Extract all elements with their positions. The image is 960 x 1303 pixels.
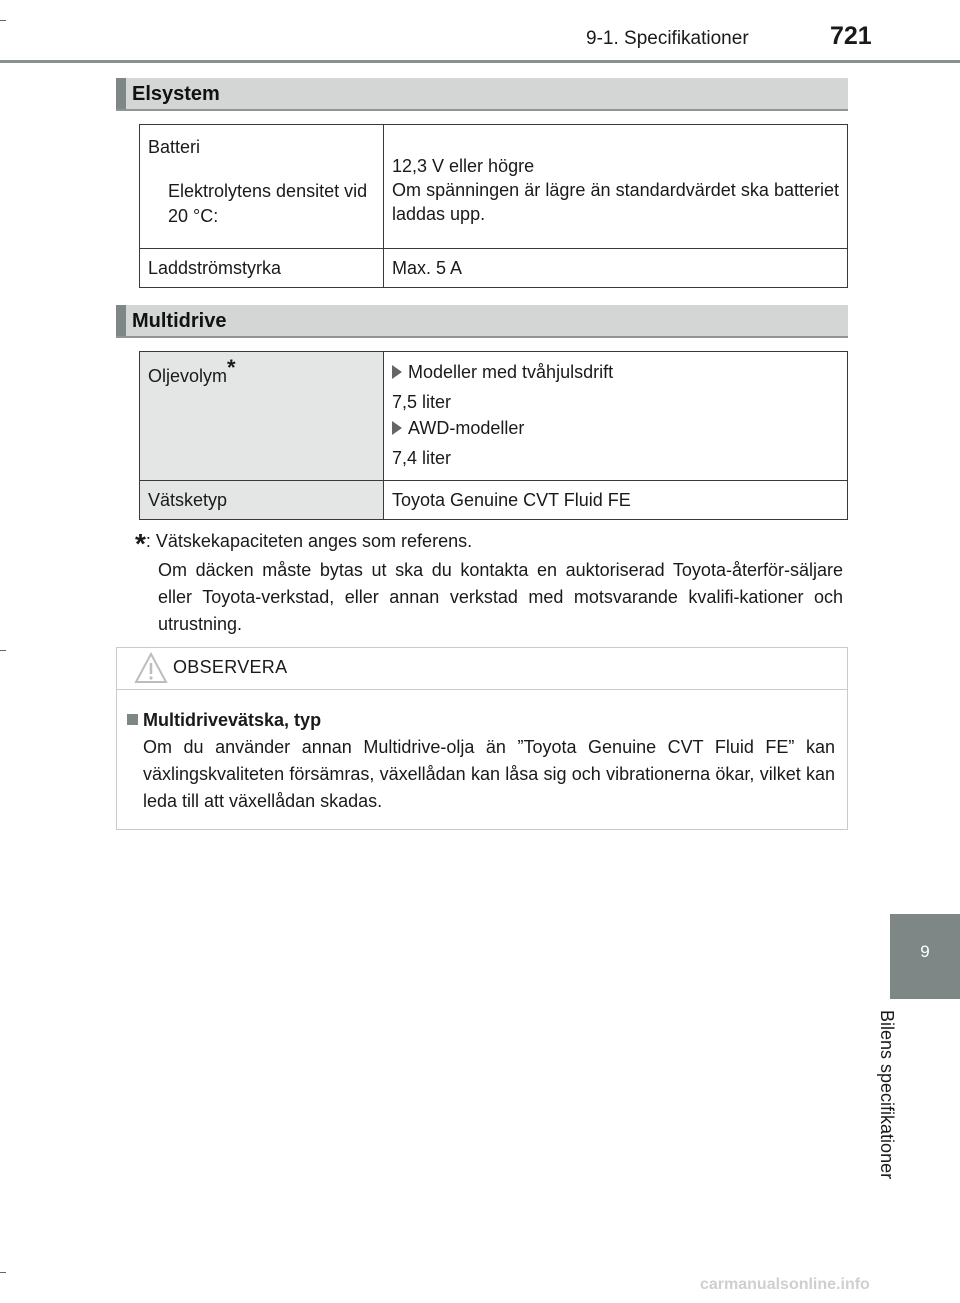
- observera-body: [117, 690, 847, 815]
- crop-mark: [0, 1272, 6, 1273]
- section-heading-multidrive: [116, 305, 848, 338]
- page-number: 721: [830, 22, 872, 50]
- battery-value: 12,3 V eller högre: [392, 155, 535, 176]
- section-heading-title: Elsystem: [132, 83, 220, 105]
- variant-model-text: AWD-modeller: [408, 418, 525, 438]
- square-bullet-icon: [127, 714, 138, 725]
- table-cell-value: Max. 5 A: [384, 249, 848, 288]
- crop-mark: [0, 650, 6, 651]
- table-cell-value: Toyota Genuine CVT Fluid FE: [384, 481, 848, 520]
- variant-volume: 7,4 liter: [392, 448, 452, 468]
- battery-sub-label: Elektrolytens densitet vid 20 °C:: [168, 181, 368, 226]
- table-cell-value: [384, 125, 848, 249]
- variant-volume: 7,5 liter: [392, 392, 452, 412]
- observera-header: [117, 648, 847, 690]
- elsystem-table: [139, 124, 848, 288]
- table-cell-label: Laddströmstyrka: [140, 249, 384, 288]
- observera-title: OBSERVERA: [173, 657, 288, 677]
- section-heading-bar: [116, 305, 126, 336]
- observera-box: [116, 647, 848, 830]
- triangle-bullet-icon: [392, 421, 402, 435]
- variant-model: [392, 357, 839, 387]
- watermark: carmanualsonline.info: [700, 1276, 870, 1293]
- header-rule: [0, 60, 960, 63]
- section-heading-title: Multidrive: [132, 310, 227, 332]
- oil-volume-label: Oljevolym: [148, 366, 228, 386]
- observera-text: Om du använder annan Multidrive-olja än ”Toyota Genuine CVT Fluid FE” kan växlingskvaliteten försämras, växellådan kan låsa sig och vibrationerna ökar, vilket kan leda till att växellådan skadas.: [143, 737, 835, 811]
- table-row: [140, 249, 848, 288]
- table-row: [140, 352, 848, 481]
- battery-label: Batteri: [148, 137, 201, 157]
- variant-model: [392, 413, 839, 443]
- table-cell-value: [384, 352, 848, 481]
- section-heading-elsystem: [116, 78, 848, 111]
- section-heading-bar: [116, 78, 126, 109]
- variant-model-text: Modeller med tvåhjulsdrift: [408, 362, 614, 382]
- chapter-side-label: Bilens specifikationer: [877, 1010, 897, 1180]
- chapter-number: 9: [920, 942, 930, 961]
- observera-heading: [127, 707, 835, 734]
- table-cell-label: [140, 352, 384, 481]
- chapter-tab: [890, 914, 960, 999]
- table-cell-label: [140, 125, 384, 249]
- table-row: [140, 481, 848, 520]
- multidrive-table: [139, 351, 848, 520]
- battery-note: Om spänningen är lägre än standardvärdet ska batteriet laddas upp.: [392, 179, 839, 225]
- triangle-bullet-icon: [392, 365, 402, 379]
- footnote-star: *: [135, 528, 146, 559]
- footnote-text: Om däcken måste bytas ut ska du kontakta en auktoriserad Toyota-återför-säljare eller Toyota-verkstad, eller annan verkstad med motsvarande kvalifi-kationer och utrustning.: [158, 560, 843, 634]
- table-row: [140, 125, 848, 249]
- footnote-star: *: [227, 355, 236, 380]
- observera-heading-text: Multidrivevätska, typ: [143, 710, 322, 730]
- warning-triangle-icon: [134, 651, 168, 685]
- footnote-first-line: : Vätskekapaciteten anges som referens.: [145, 531, 473, 551]
- header-section-title: 9-1. Specifikationer: [586, 28, 749, 49]
- footnote: [135, 528, 843, 638]
- table-cell-label: Vätsketyp: [140, 481, 384, 520]
- crop-mark: [0, 20, 6, 21]
